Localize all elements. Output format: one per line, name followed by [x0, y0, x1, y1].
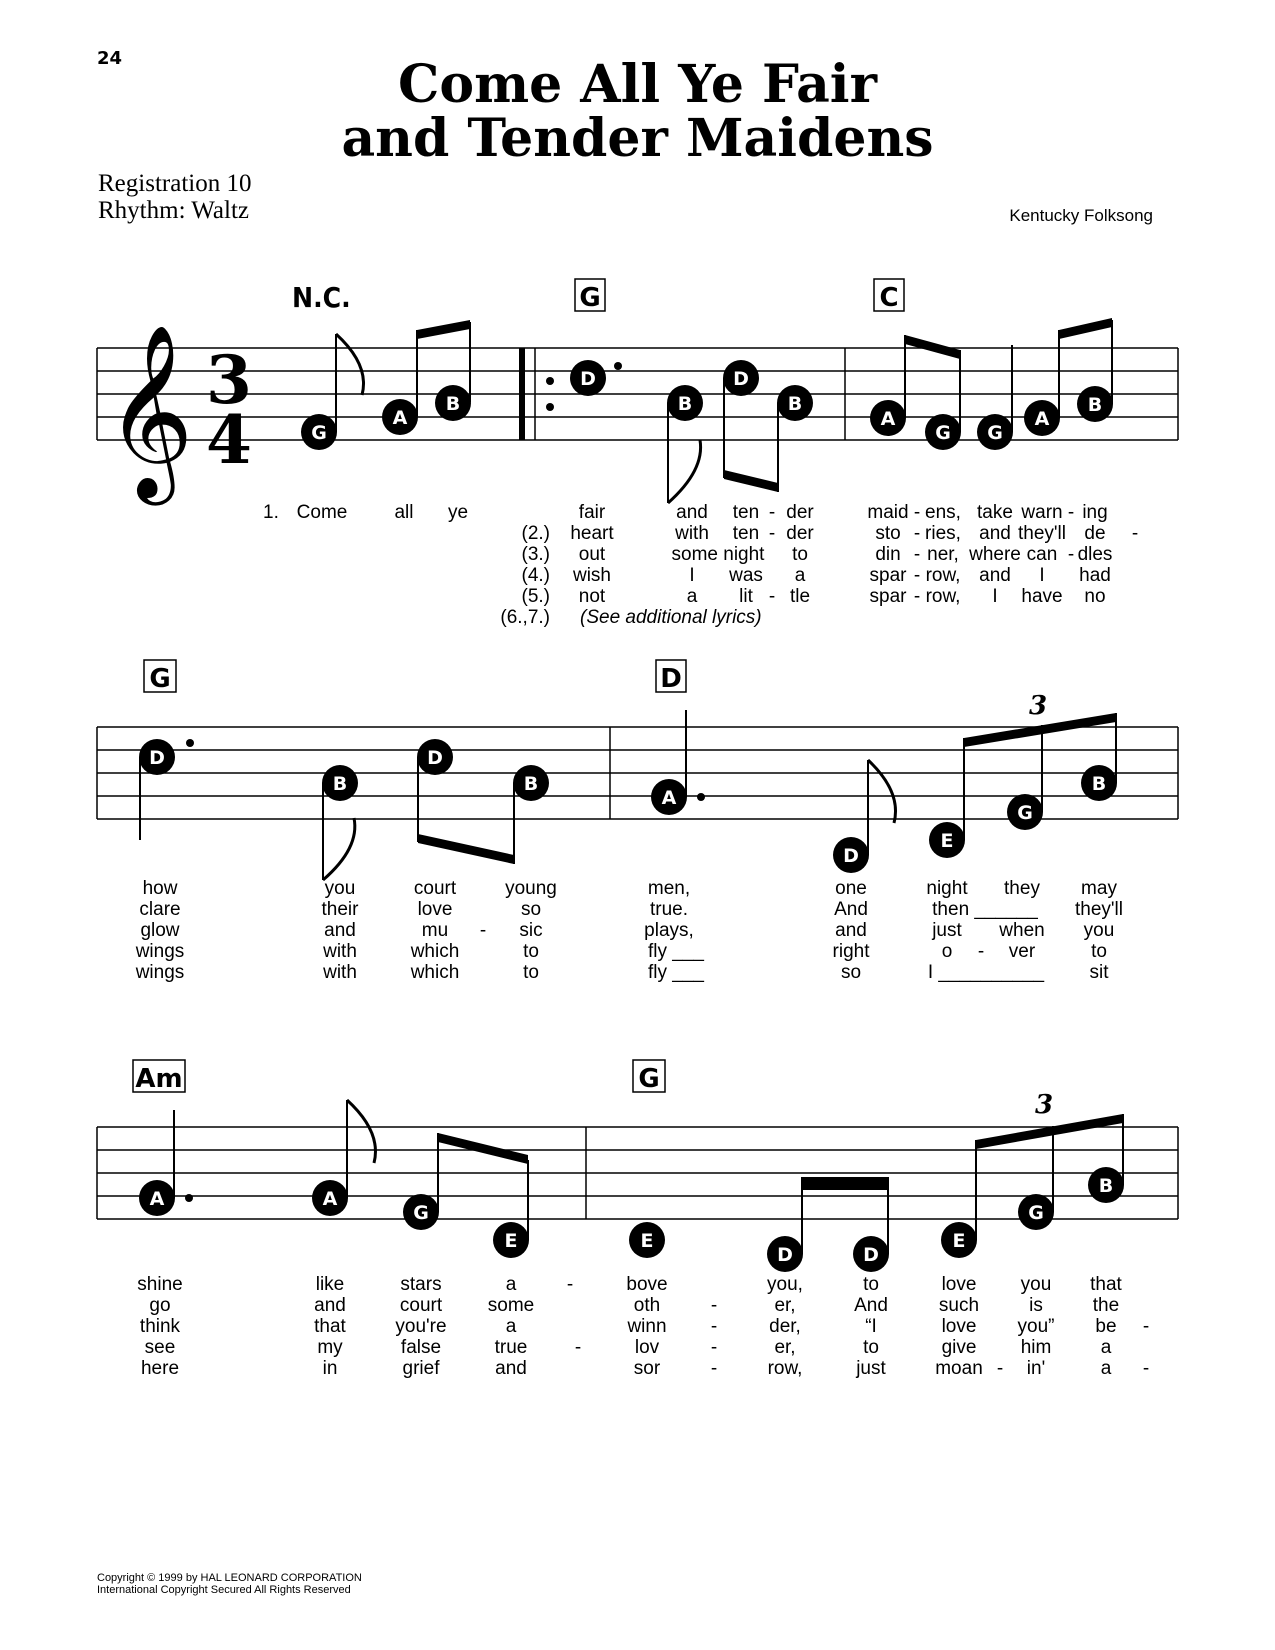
notation-text: B [677, 393, 693, 415]
notation-text: and [979, 523, 1011, 544]
song-title-line-1: Come All Ye Fair [398, 54, 877, 115]
notation-text: you” [1017, 1316, 1055, 1337]
notation-text: lov [634, 1337, 660, 1358]
notes-system-1 [301, 318, 1113, 503]
notation-text: and [495, 1358, 527, 1379]
notation-text: row, [767, 1358, 803, 1379]
notation-text: B [1087, 394, 1103, 416]
notation-text: to [863, 1337, 879, 1358]
repeat-thick-bar [519, 348, 525, 440]
notation-text: tle [789, 586, 811, 607]
notation-text: to [1091, 941, 1107, 962]
notation-text: ens, [925, 502, 961, 523]
notation-text: ner, [927, 544, 959, 565]
see-additional-lyrics: (See additional lyrics) [580, 607, 762, 628]
notation-text: have [1021, 586, 1063, 607]
notation-text: D [427, 747, 443, 769]
notation-text: go [149, 1295, 171, 1316]
notation-text: my [317, 1337, 343, 1358]
notation-text: true. [649, 899, 689, 920]
notation-text: D [863, 1244, 879, 1266]
chord-c: C [879, 283, 899, 313]
notation-text: A [322, 1188, 338, 1210]
notation-text: out [578, 544, 606, 565]
notation-text: in [322, 1358, 338, 1379]
notation-text: B [787, 393, 803, 415]
notation-text: bove [626, 1274, 668, 1295]
repeat-dot [546, 403, 554, 411]
notation-text: just [932, 920, 962, 941]
notation-text: love [941, 1316, 977, 1337]
notation-text: some [487, 1295, 535, 1316]
notation-text: some night [671, 544, 765, 565]
notation-text: - [913, 523, 921, 544]
notation-text: was [729, 565, 763, 586]
notation-text: think [139, 1316, 181, 1337]
notation-text: right [832, 941, 870, 962]
notation-text: in' [1026, 1358, 1046, 1379]
note-letter: G [311, 422, 327, 444]
notation-text: (4.) [521, 565, 550, 586]
song-title-line-2: and Tender Maidens [341, 108, 934, 169]
notation-text: wings [135, 962, 185, 983]
notation-text: A [392, 407, 408, 429]
notation-text: ver [1008, 941, 1036, 962]
notation-text: a [505, 1316, 517, 1337]
notation-text: maid [867, 502, 909, 523]
notation-text: dles [1077, 544, 1113, 565]
notation-text: o [941, 941, 953, 962]
notation-text: moan [935, 1358, 983, 1379]
notation-text: give [941, 1337, 977, 1358]
chord-d: D [660, 664, 682, 694]
notation-text: spar [869, 565, 907, 586]
notation-text: heart [570, 523, 614, 544]
staff-system-1 [97, 348, 1178, 440]
notation-text: - [913, 544, 921, 565]
notation-text: - [768, 523, 776, 544]
notation-text: him [1020, 1337, 1052, 1358]
chord-g: G [638, 1064, 660, 1094]
chord-am: Am [135, 1064, 183, 1094]
notation-text: - [1067, 502, 1075, 523]
notation-text: so [520, 899, 542, 920]
notation-text: stars [400, 1274, 442, 1295]
notation-text: ing [1082, 502, 1108, 523]
notation-text: mu [421, 920, 449, 941]
notation-text: can [1026, 544, 1058, 565]
notation-text: er, [774, 1337, 796, 1358]
notation-text: A [1034, 408, 1050, 430]
notation-text: which [410, 941, 460, 962]
repeat-dot [546, 377, 554, 385]
notation-text: fly ___ [648, 941, 704, 962]
notation-text: and [979, 565, 1011, 586]
rights-line: International Copyright Secured All Rights Reserved [97, 1584, 351, 1596]
notation-text: had [1079, 565, 1111, 586]
notation-text: men, [647, 878, 691, 899]
notation-text: when [999, 920, 1045, 941]
lyrics-system-3 [137, 1274, 1149, 1379]
notation-text: sto [875, 523, 901, 544]
notation-text: der, [769, 1316, 801, 1337]
notation-text: you're [395, 1316, 447, 1337]
notation-text: and [676, 502, 708, 523]
notation-text: a [1100, 1358, 1112, 1379]
notation-text: I __________ [927, 962, 1045, 983]
copyright-footer [97, 1572, 362, 1596]
notation-text: din [875, 544, 901, 565]
notation-text: E [952, 1230, 966, 1252]
notation-text: how [142, 878, 178, 899]
notation-text: D [580, 368, 596, 390]
notation-text: I [689, 565, 695, 586]
notation-text: where [969, 544, 1021, 565]
notation-text: such [938, 1295, 980, 1316]
notation-text: I [992, 586, 998, 607]
notation-text: - [913, 565, 921, 586]
notation-text: ten [732, 523, 760, 544]
registration-label: Registration 10 [98, 170, 252, 197]
notation-text: to [863, 1274, 879, 1295]
lyrics-system-2 [135, 878, 1123, 983]
notation-text: no [1084, 586, 1106, 607]
notation-text: a [505, 1274, 517, 1295]
notation-text: sic [519, 920, 543, 941]
notation-text: D [149, 747, 165, 769]
notation-text: false [400, 1337, 442, 1358]
notation-text: - [566, 1274, 574, 1295]
notation-text: a [794, 565, 806, 586]
notation-text: row, [925, 565, 961, 586]
notation-text: to [792, 544, 808, 565]
notation-text: B [523, 773, 539, 795]
notation-text: may [1081, 878, 1117, 899]
notation-text: with [323, 941, 357, 962]
notation-text: And [834, 899, 868, 920]
chord-nc: N.C. [292, 281, 351, 314]
notation-text: warn [1021, 502, 1063, 523]
notation-text: and [324, 920, 356, 941]
notation-text: you [324, 878, 356, 899]
notation-text: and [835, 920, 867, 941]
notation-text: court [413, 878, 457, 899]
notation-text: (6.,7.) [500, 607, 550, 628]
notation-text: row, [925, 586, 961, 607]
notation-text: D [843, 845, 859, 867]
notation-text: - [768, 586, 776, 607]
notation-text: all [394, 502, 414, 523]
notation-text: der [786, 502, 814, 523]
notation-text: (3.) [521, 544, 550, 565]
notation-text: is [1029, 1295, 1043, 1316]
triplet-marker: 3 [1028, 691, 1048, 721]
notation-text: - [710, 1295, 718, 1316]
notation-text: - [1142, 1316, 1150, 1337]
notation-text: ries, [925, 523, 961, 544]
notation-text: E [504, 1230, 518, 1252]
lyrics-system-1 [263, 502, 1138, 628]
triplet-marker: 3 [1034, 1090, 1054, 1120]
notation-text: here [140, 1358, 180, 1379]
page-number: 24 [97, 48, 123, 69]
notation-text: you [1083, 920, 1115, 941]
notation-text: grief [402, 1358, 440, 1379]
verse-number: 1. [263, 502, 279, 523]
notation-text: D [777, 1244, 793, 1266]
notation-text: shine [137, 1274, 183, 1295]
notation-text: fair [578, 502, 606, 523]
notation-text: you, [767, 1274, 803, 1295]
notation-text: fly ___ [648, 962, 704, 983]
notation-text: de [1084, 523, 1106, 544]
treble-clef-icon: 𝄞 [105, 324, 194, 498]
notation-text: that [1090, 1274, 1122, 1295]
notation-text: - [479, 920, 487, 941]
notation-text: B [1098, 1175, 1114, 1197]
notes-system-3 [139, 1100, 1124, 1272]
notation-text: E [640, 1230, 654, 1252]
notation-text: ye [447, 502, 469, 523]
notation-text: - [574, 1337, 582, 1358]
notation-text: true [494, 1337, 528, 1358]
notation-text: be [1095, 1316, 1117, 1337]
notation-text: er, [774, 1295, 796, 1316]
notation-text: which [410, 962, 460, 983]
notation-text: oth [633, 1295, 661, 1316]
notation-text: A [661, 787, 677, 809]
notation-text: G [413, 1202, 429, 1224]
notation-text: take [977, 502, 1013, 523]
notation-text: they [1004, 878, 1040, 899]
notation-text: you [1020, 1274, 1052, 1295]
notation-text: to [523, 962, 539, 983]
notation-text: a [686, 586, 698, 607]
notation-text: - [977, 941, 985, 962]
notation-text: plays, [644, 920, 694, 941]
notation-text: wish [572, 565, 612, 586]
notation-text: with [323, 962, 357, 983]
rhythm-label: Rhythm: Waltz [98, 197, 249, 224]
notation-text: - [1142, 1358, 1150, 1379]
notation-text: just [856, 1358, 886, 1379]
notation-text: sor [633, 1358, 661, 1379]
notation-text: G [935, 422, 951, 444]
time-sig-bottom: 4 [206, 401, 252, 479]
notation-text: so [840, 962, 862, 983]
notation-text: - [913, 586, 921, 607]
notation-text: sit [1089, 962, 1109, 983]
chord-g: G [149, 664, 171, 694]
notation-text: the [1092, 1295, 1120, 1316]
notation-text: - [913, 502, 921, 523]
notation-text: clare [139, 899, 181, 920]
notation-text: B [445, 393, 461, 415]
notation-text: - [710, 1337, 718, 1358]
notation-text: (5.) [521, 586, 550, 607]
notation-text: with [675, 523, 709, 544]
notation-text: a [1100, 1337, 1112, 1358]
notation-text: A [149, 1188, 165, 1210]
composer-credit: Kentucky Folksong [1009, 206, 1153, 225]
notation-text: young [505, 878, 557, 899]
notation-text: And [854, 1295, 888, 1316]
notes-system-2 [139, 710, 1117, 880]
notation-text: G [987, 422, 1003, 444]
notation-text: court [399, 1295, 443, 1316]
notation-text: “I [865, 1316, 877, 1337]
notation-text: one [835, 878, 867, 899]
notation-text: night [926, 878, 968, 899]
notation-text: - [1067, 544, 1075, 565]
notation-text: then ______ [932, 899, 1038, 920]
notation-text: B [1091, 773, 1107, 795]
notation-text: glow [140, 920, 180, 941]
notation-text: see [144, 1337, 176, 1358]
notation-text: A [880, 408, 896, 430]
chord-g: G [579, 283, 601, 313]
notation-text: love [941, 1274, 977, 1295]
notation-text: - [710, 1316, 718, 1337]
notation-text: G [1028, 1202, 1044, 1224]
notation-text: not [578, 586, 606, 607]
notation-text: der [786, 523, 814, 544]
notation-text: B [332, 773, 348, 795]
notation-text: - [1131, 523, 1139, 544]
notation-text: they'll [1018, 523, 1066, 544]
notation-text: that [314, 1316, 346, 1337]
notation-text: G [1017, 802, 1033, 824]
copyright-line: Copyright © 1999 by HAL LEONARD CORPORATION [97, 1572, 362, 1584]
notation-text: they'll [1075, 899, 1123, 920]
notation-text: - [768, 502, 776, 523]
notation-text: their [321, 899, 359, 920]
notation-text: spar [869, 586, 907, 607]
notation-text: and [314, 1295, 346, 1316]
notation-text: Come [296, 502, 348, 523]
notation-text: winn [627, 1316, 667, 1337]
notation-text: wings [135, 941, 185, 962]
notation-text: D [733, 368, 749, 390]
notation-text: E [940, 830, 954, 852]
notation-text: like [315, 1274, 345, 1295]
notation-text: - [996, 1358, 1004, 1379]
time-sig-top: 3 [206, 341, 252, 419]
notation-text: to [523, 941, 539, 962]
notation-text: love [417, 899, 453, 920]
notation-text: (2.) [521, 523, 550, 544]
notation-text: lit [739, 586, 753, 607]
notation-text: ten [732, 502, 760, 523]
notation-text: I [1039, 565, 1045, 586]
notation-text: - [710, 1358, 718, 1379]
